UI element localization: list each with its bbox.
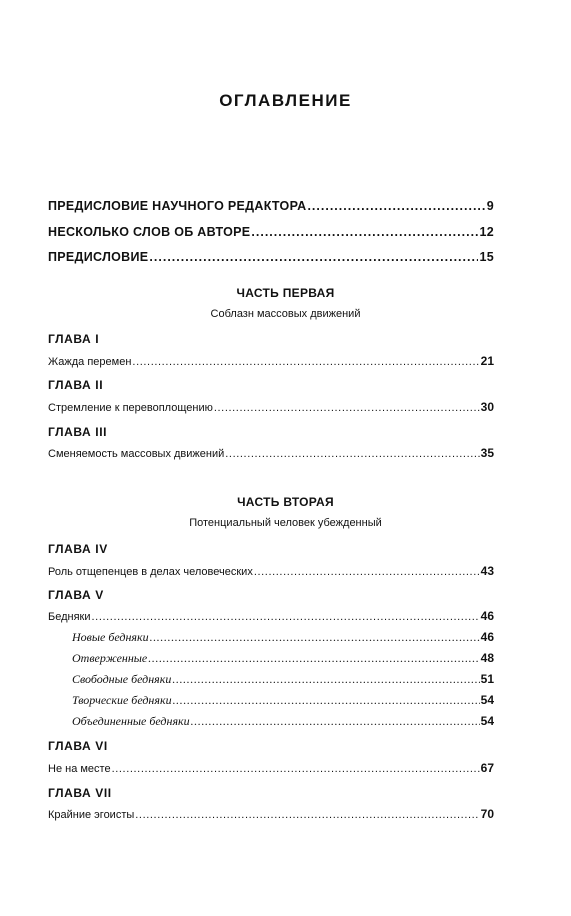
toc-page-number: 54 — [480, 714, 494, 728]
toc-subentry[interactable] — [72, 714, 494, 729]
toc-entry-label: Творческие бедняки — [72, 693, 172, 707]
leader-dots — [225, 448, 479, 460]
leader-dots — [135, 809, 479, 821]
toc-entry[interactable] — [48, 354, 494, 368]
leader-dots — [112, 763, 480, 775]
toc-entry[interactable] — [48, 609, 494, 623]
toc-entry-about-author[interactable] — [48, 225, 494, 239]
chapter-heading: ГЛАВА IV — [48, 542, 108, 556]
toc-entry[interactable] — [48, 761, 494, 775]
toc-entry-label: Сменяемость массовых движений — [48, 448, 225, 460]
leader-dots — [149, 250, 478, 264]
toc-entry-label: Не на месте — [48, 763, 111, 775]
toc-page-number: 30 — [480, 400, 494, 414]
toc-entry-label: Свободные бедняки — [72, 672, 172, 686]
part-heading: ЧАСТЬ ПЕРВАЯ — [236, 286, 335, 300]
toc-subentry[interactable] — [72, 672, 494, 687]
toc-entry[interactable] — [48, 400, 494, 414]
chapter-heading: ГЛАВА VII — [48, 786, 112, 800]
leader-dots — [254, 566, 480, 578]
toc-page-number: 48 — [480, 651, 494, 665]
toc-entry[interactable] — [48, 807, 494, 821]
toc-page-number: 70 — [480, 807, 494, 821]
leader-dots — [150, 630, 480, 645]
toc-subentry[interactable] — [72, 651, 494, 666]
part-subtitle: Соблазн массовых движений — [210, 308, 361, 320]
leader-dots — [172, 672, 479, 687]
toc-entry-label: Жажда перемен — [48, 356, 132, 368]
toc-page-number: 15 — [479, 250, 494, 264]
toc-entry-label: ПРЕДИСЛОВИЕ НАУЧНОГО РЕДАКТОРА — [48, 199, 307, 213]
toc-page-number: 51 — [480, 672, 494, 686]
leader-dots — [148, 651, 479, 666]
toc-page-number: 9 — [486, 199, 494, 213]
leader-dots — [214, 402, 480, 414]
leader-dots — [251, 225, 478, 239]
toc-subentry[interactable] — [72, 630, 494, 645]
part-heading: ЧАСТЬ ВТОРАЯ — [237, 495, 334, 509]
chapter-heading: ГЛАВА I — [48, 332, 100, 346]
toc-page-number: 46 — [480, 609, 494, 623]
chapter-heading: ГЛАВА III — [48, 425, 108, 439]
toc-entry-label: Отверженные — [72, 651, 148, 665]
chapter-heading: ГЛАВА V — [48, 588, 104, 602]
toc-subentry[interactable] — [72, 693, 494, 708]
toc-entry-label: ПРЕДИСЛОВИЕ — [48, 250, 149, 264]
leader-dots — [132, 356, 479, 368]
chapter-heading: ГЛАВА II — [48, 378, 104, 392]
toc-page-number: 67 — [480, 761, 494, 775]
toc-page-number: 35 — [480, 446, 494, 460]
toc-entry-label: Объединенные бедняки — [72, 714, 190, 728]
toc-entry[interactable] — [48, 564, 494, 578]
toc-entry-editor-preface[interactable] — [48, 199, 494, 213]
toc-entry-label: Крайние эгоисты — [48, 809, 135, 821]
toc-entry-label: Роль отщепенцев в делах человеческих — [48, 566, 253, 578]
toc-entry[interactable] — [48, 446, 494, 460]
leader-dots — [92, 611, 480, 623]
leader-dots — [191, 714, 480, 729]
toc-entry-label: Новые бедняки — [72, 630, 149, 644]
toc-page-number: 54 — [480, 693, 494, 707]
leader-dots — [173, 693, 480, 708]
leader-dots — [307, 199, 485, 213]
chapter-heading: ГЛАВА VI — [48, 739, 108, 753]
page-title: ОГЛАВЛЕНИЕ — [219, 91, 352, 110]
toc-entry-label: НЕСКОЛЬКО СЛОВ ОБ АВТОРЕ — [48, 225, 251, 239]
toc-page-number: 43 — [480, 564, 494, 578]
part-subtitle: Потенциальный человек убежденный — [189, 517, 382, 529]
toc-entry-label: Бедняки — [48, 611, 91, 623]
toc-entry-preface[interactable] — [48, 250, 494, 264]
toc-entry-label: Стремление к перевоплощению — [48, 402, 213, 414]
toc-page-number: 21 — [480, 354, 494, 368]
toc-page-number: 46 — [480, 630, 494, 644]
toc-page-number: 12 — [479, 225, 494, 239]
